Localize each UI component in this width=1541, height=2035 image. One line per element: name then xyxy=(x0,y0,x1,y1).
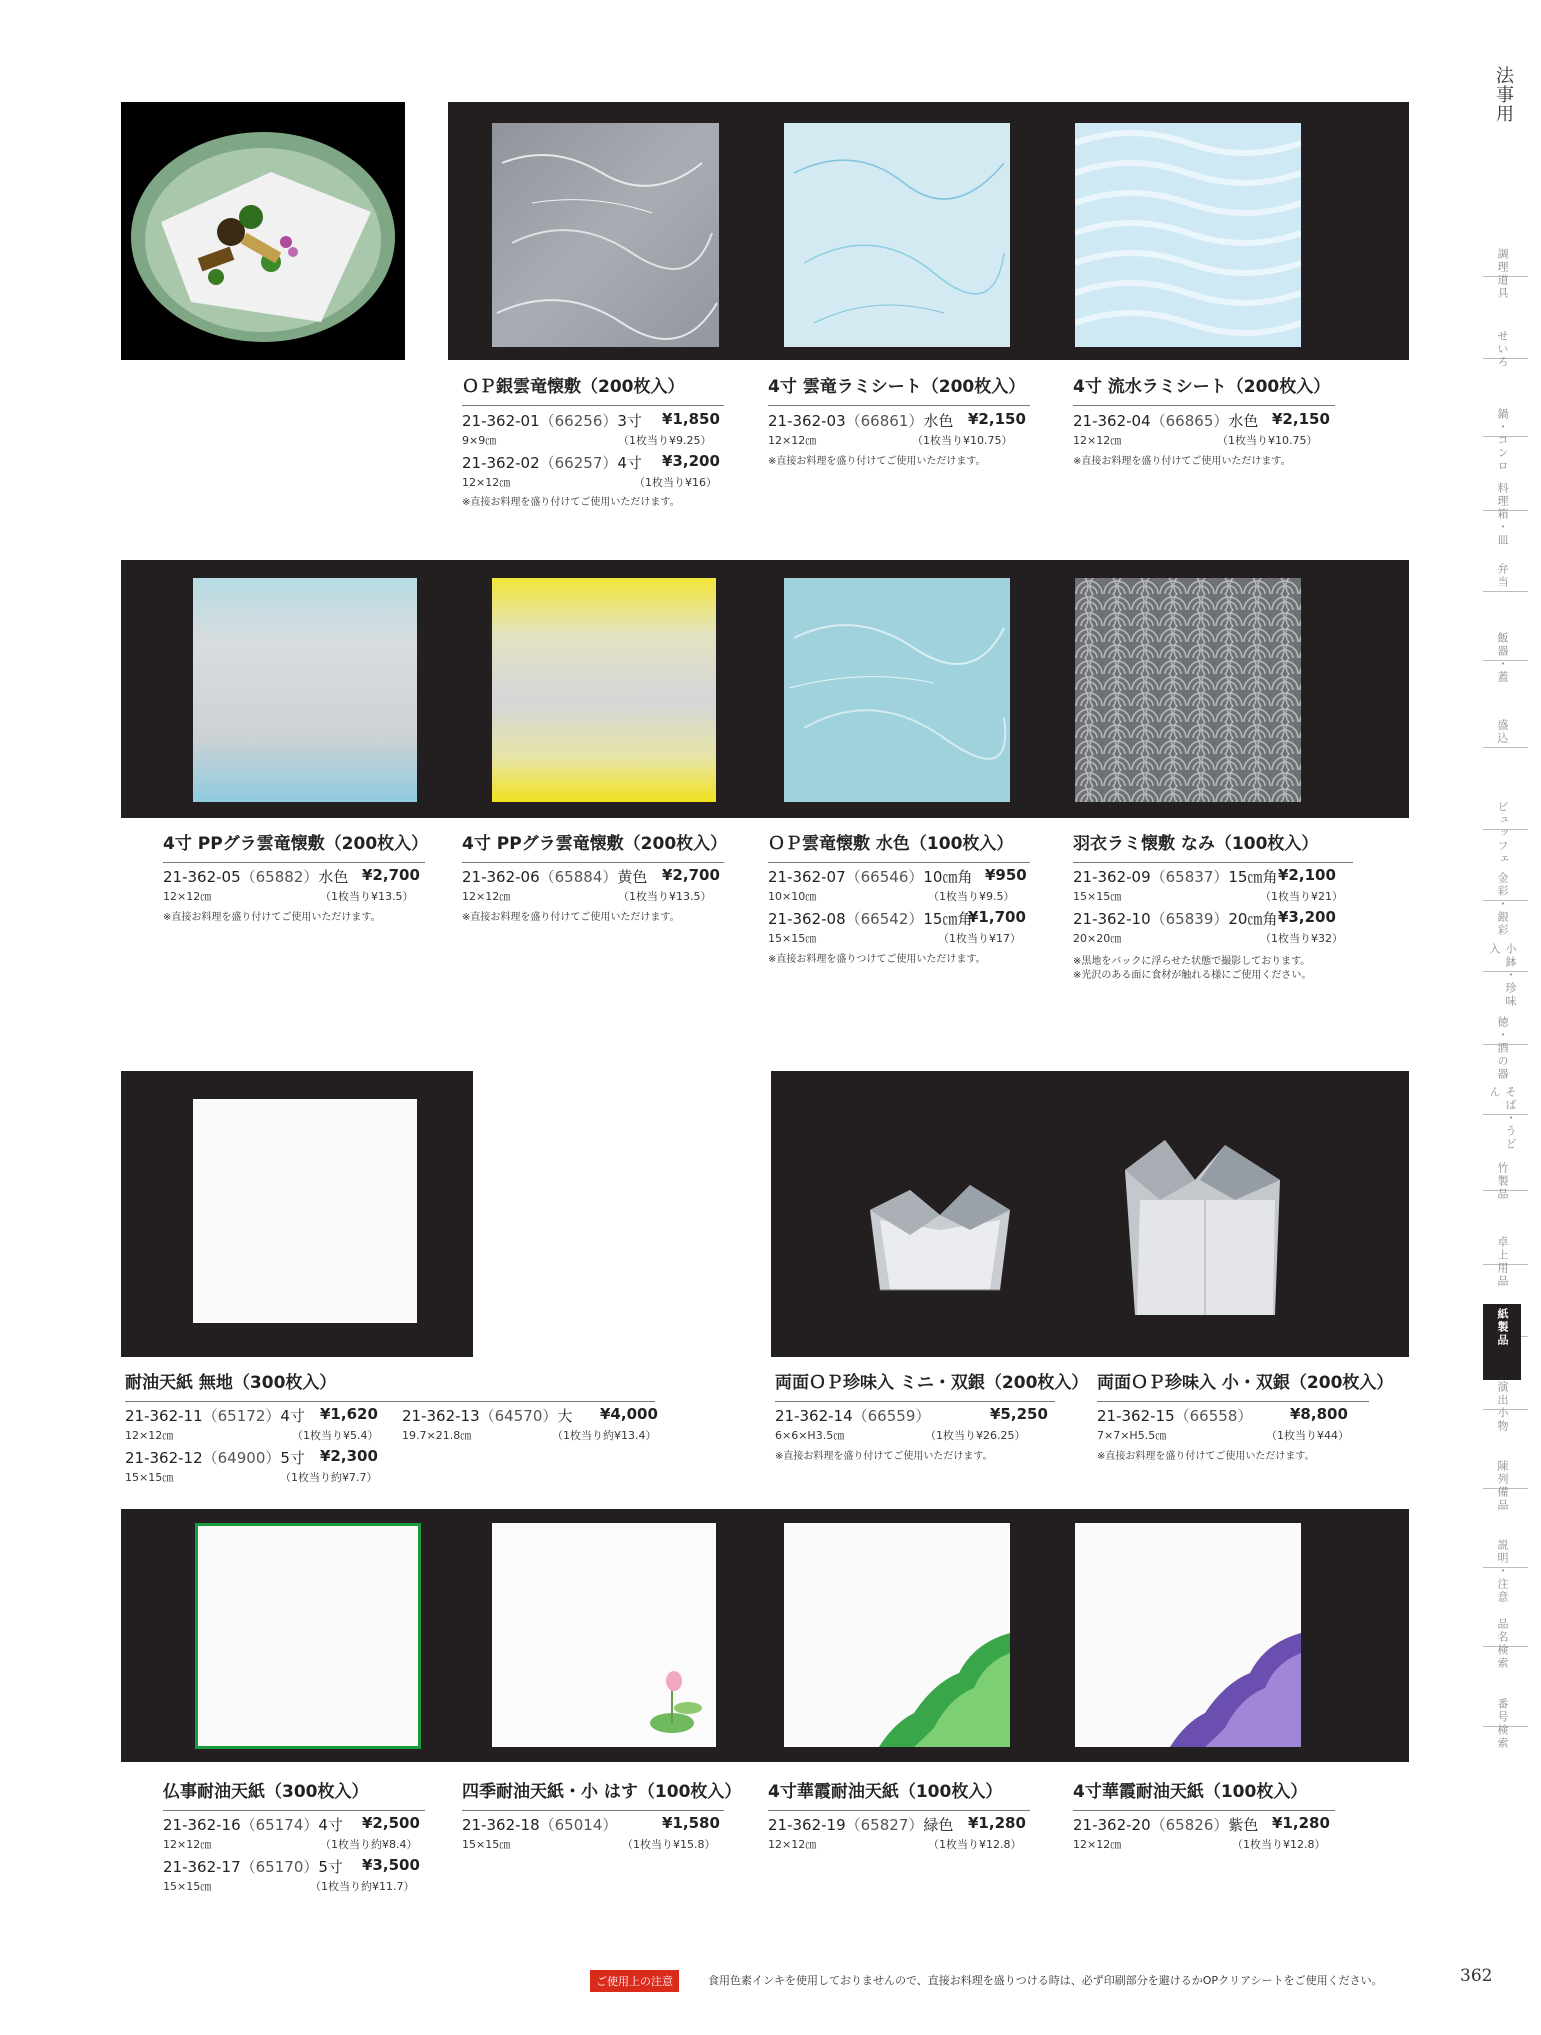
variant: 10㎝角 xyxy=(923,868,973,886)
swatch-op-unryu-blue xyxy=(784,578,1010,802)
item-code: 21-362-11 xyxy=(125,1407,203,1425)
price: ¥1,620 xyxy=(320,1405,378,1423)
variant: 黄色 xyxy=(617,868,648,886)
variant: 20㎝角 xyxy=(1228,910,1278,928)
index-tab[interactable]: 卓上用品 xyxy=(1496,1236,1509,1288)
index-tab[interactable]: 品名検索 xyxy=(1496,1618,1509,1670)
product-line xyxy=(768,866,972,887)
index-tab[interactable]: 演出小物 xyxy=(1496,1381,1509,1433)
item-code: 21-362-06 xyxy=(462,868,540,886)
catalog-number: （66256） xyxy=(539,412,618,430)
index-tab[interactable]: 紙製品 xyxy=(1483,1304,1521,1380)
swatch-kaka-green xyxy=(784,1523,1010,1747)
product-title: 仏事耐油天紙（300枚入） xyxy=(163,1777,425,1811)
index-tab[interactable]: そば・うどん xyxy=(1488,1086,1517,1151)
chinmi-cup-small xyxy=(1115,1140,1295,1325)
unit-price: （1枚当り¥13.5） xyxy=(618,890,712,903)
catalog-number: （65170） xyxy=(240,1858,319,1876)
unit-price: （1枚当り¥12.8） xyxy=(928,1838,1022,1851)
product-line xyxy=(462,452,642,473)
size: 15×15㎝ xyxy=(1073,890,1122,903)
price: ¥5,250 xyxy=(990,1405,1048,1423)
item-code: 21-362-09 xyxy=(1073,868,1151,886)
catalog-number: （65826） xyxy=(1150,1816,1229,1834)
unit-price: （1枚当り¥16） xyxy=(634,476,717,489)
catalog-number: （65882） xyxy=(240,868,319,886)
item-code: 21-362-18 xyxy=(462,1816,540,1834)
catalog-number: （65837） xyxy=(1150,868,1229,886)
variant: 15㎝角 xyxy=(1228,868,1278,886)
size: 15×15㎝ xyxy=(125,1471,174,1484)
catalog-number: （66861） xyxy=(845,412,924,430)
price: ¥1,700 xyxy=(968,908,1026,926)
price: ¥950 xyxy=(985,866,1027,884)
size: 19.7×21.8㎝ xyxy=(402,1429,472,1442)
product-line xyxy=(1073,1814,1258,1835)
note: ※直接お料理を盛りつけてご使用いただけます。 xyxy=(768,954,986,965)
size: 12×12㎝ xyxy=(1073,1838,1122,1851)
product-title: ＯＰ銀雲竜懐敷（200枚入） xyxy=(462,372,724,406)
note: ※直接お料理を盛り付けてご使用いただけます。 xyxy=(163,912,381,923)
unit-price: （1枚当り¥21） xyxy=(1260,890,1343,903)
item-code: 21-362-13 xyxy=(402,1407,480,1425)
unit-price: （1枚当り¥10.75） xyxy=(912,434,1013,447)
size: 12×12㎝ xyxy=(163,1838,212,1851)
item-code: 21-362-07 xyxy=(768,868,846,886)
index-tab[interactable]: 鍋・コンロ xyxy=(1496,408,1509,473)
product-title: 4寸華霞耐油天紙（100枚入） xyxy=(1073,1777,1335,1811)
price: ¥1,280 xyxy=(968,1814,1026,1832)
item-code: 21-362-15 xyxy=(1097,1407,1175,1425)
product-line xyxy=(768,908,972,929)
item-code: 21-362-17 xyxy=(163,1858,241,1876)
product-line xyxy=(1073,410,1258,431)
index-tab[interactable]: 番号検索 xyxy=(1496,1698,1509,1750)
size: 15×15㎝ xyxy=(768,932,817,945)
swatch-shiki-hasu xyxy=(492,1523,716,1747)
unit-price: （1枚当り¥13.5） xyxy=(320,890,414,903)
variant: 水色 xyxy=(923,412,954,430)
product-line xyxy=(163,1814,343,1835)
variant: 紫色 xyxy=(1228,1816,1259,1834)
unit-price: （1枚当り約¥8.4） xyxy=(320,1838,418,1851)
variant: 大 xyxy=(557,1407,573,1425)
item-code: 21-362-14 xyxy=(775,1407,853,1425)
product-line xyxy=(462,866,647,887)
unit-price: （1枚当り約¥13.4） xyxy=(552,1429,657,1442)
unit-price: （1枚当り約¥7.7） xyxy=(280,1471,378,1484)
product-line xyxy=(163,866,348,887)
swatch-unryu-lami xyxy=(784,123,1010,347)
item-code: 21-362-05 xyxy=(163,868,241,886)
swatch-ppgura-blue xyxy=(193,578,417,802)
size: 7×7×H5.5㎝ xyxy=(1097,1429,1167,1442)
unit-price: （1枚当り¥9.25） xyxy=(618,434,712,447)
swatch-plain-oil-paper xyxy=(193,1099,417,1323)
product-line xyxy=(125,1447,305,1468)
chinmi-cup-mini xyxy=(850,1180,1030,1320)
item-code: 21-362-08 xyxy=(768,910,846,928)
note: ※直接お料理を盛り付けてご使用いただけます。 xyxy=(1073,456,1291,467)
size: 15×15㎝ xyxy=(163,1880,212,1893)
product-line xyxy=(462,1814,617,1835)
price: ¥3,200 xyxy=(662,452,720,470)
catalog-number: （66559） xyxy=(852,1407,931,1425)
price: ¥2,300 xyxy=(320,1447,378,1465)
size: 15×15㎝ xyxy=(462,1838,511,1851)
item-code: 21-362-20 xyxy=(1073,1816,1151,1834)
index-tab[interactable]: 竹製品 xyxy=(1496,1162,1509,1201)
size: 10×10㎝ xyxy=(768,890,817,903)
variant: 5寸 xyxy=(280,1449,305,1467)
product-title: 4寸 雲竜ラミシート（200枚入） xyxy=(768,372,1030,406)
unit-price: （1枚当り約¥11.7） xyxy=(310,1880,415,1893)
price: ¥2,700 xyxy=(662,866,720,884)
note: ※光沢のある面に食材が触れる様にご使用ください。 xyxy=(1073,970,1312,981)
index-tab[interactable]: 説明・注意 xyxy=(1496,1539,1509,1604)
swatch-silver-unryu xyxy=(492,123,719,347)
page-number: 362 xyxy=(1460,1966,1493,1986)
unit-price: （1枚当り¥12.8） xyxy=(1232,1838,1326,1851)
product-line xyxy=(1097,1405,1252,1426)
price: ¥3,500 xyxy=(362,1856,420,1874)
price: ¥8,800 xyxy=(1290,1405,1348,1423)
item-code: 21-362-16 xyxy=(163,1816,241,1834)
product-line xyxy=(1073,866,1277,887)
variant: 3寸 xyxy=(617,412,642,430)
item-code: 21-362-19 xyxy=(768,1816,846,1834)
swatch-ryusui-lami xyxy=(1075,123,1301,347)
price: ¥3,200 xyxy=(1278,908,1336,926)
unit-price: （1枚当り¥10.75） xyxy=(1217,434,1318,447)
unit-price: （1枚当り¥9.5） xyxy=(928,890,1015,903)
product-line xyxy=(163,1856,343,1877)
product-title: 羽衣ラミ懐敷 なみ（100枚入） xyxy=(1073,829,1353,863)
product-line xyxy=(768,1814,953,1835)
unit-price: （1枚当り¥17） xyxy=(938,932,1021,945)
note: ※直接お料理を盛り付けてご使用いただけます。 xyxy=(775,1451,993,1462)
product-title: 両面ＯＰ珍味入 小・双銀（200枚入） xyxy=(1097,1368,1369,1402)
note: ※直接お料理を盛り付けてご使用いただけます。 xyxy=(462,912,680,923)
item-code: 21-362-10 xyxy=(1073,910,1151,928)
product-line xyxy=(125,1405,305,1426)
size: 12×12㎝ xyxy=(125,1429,174,1442)
unit-price: （1枚当り¥15.8） xyxy=(622,1838,716,1851)
product-line xyxy=(462,410,642,431)
usage-notice-text: 食用色素インキを使用しておりませんので、直接お料理を盛りつける時は、必ず印刷部分を避けるかOPクリアシートをご使用ください。 xyxy=(708,1974,1383,1987)
catalog-number: （66558） xyxy=(1174,1407,1253,1425)
product-title: 耐油天紙 無地（300枚入） xyxy=(125,1368,655,1402)
product-title: 4寸 PPグラ雲竜懐敷（200枚入） xyxy=(462,829,724,863)
note: ※黒地をバックに浮らせた状態で撮影しております。 xyxy=(1073,956,1311,967)
unit-price: （1枚当り¥44） xyxy=(1266,1429,1349,1442)
catalog-number: （64570） xyxy=(479,1407,558,1425)
catalog-number: （65827） xyxy=(845,1816,924,1834)
item-code: 21-362-02 xyxy=(462,454,540,472)
size: 12×12㎝ xyxy=(768,434,817,447)
price: ¥1,850 xyxy=(662,410,720,428)
catalog-number: （65884） xyxy=(539,868,618,886)
catalog-number: （65172） xyxy=(202,1407,281,1425)
variant: 15㎝角 xyxy=(923,910,973,928)
variant: 4寸 xyxy=(617,454,642,472)
index-tab[interactable]: 小鉢・珍味入 xyxy=(1488,943,1517,1008)
unit-price: （1枚当り¥26.25） xyxy=(925,1429,1026,1442)
note: ※直接お料理を盛り付けてご使用いただけます。 xyxy=(1097,1451,1315,1462)
section-title: 法事用 xyxy=(1493,66,1514,123)
size: 20×20㎝ xyxy=(1073,932,1122,945)
item-code: 21-362-12 xyxy=(125,1449,203,1467)
price: ¥1,580 xyxy=(662,1814,720,1832)
index-tab[interactable]: 陳列備品 xyxy=(1496,1460,1509,1512)
catalog-number: （64900） xyxy=(202,1449,281,1467)
index-tab[interactable]: 徳・酒の器 xyxy=(1496,1016,1509,1081)
size: 6×6×H3.5㎝ xyxy=(775,1429,845,1442)
size: 12×12㎝ xyxy=(768,1838,817,1851)
product-line xyxy=(775,1405,930,1426)
product-title: 両面ＯＰ珍味入 ミニ・双銀（200枚入） xyxy=(775,1368,1055,1402)
index-tab[interactable]: 弁当 xyxy=(1496,563,1509,589)
size: 9×9㎝ xyxy=(462,434,497,447)
note: ※直接お料理を盛り付けてご使用いただけます。 xyxy=(768,456,986,467)
size: 12×12㎝ xyxy=(462,476,511,489)
product-title: 4寸 流水ラミシート（200枚入） xyxy=(1073,372,1335,406)
index-tab[interactable]: 盛込 xyxy=(1496,719,1509,745)
unit-price: （1枚当り¥5.4） xyxy=(292,1429,379,1442)
price: ¥4,000 xyxy=(600,1405,658,1423)
item-code: 21-362-01 xyxy=(462,412,540,430)
price: ¥2,150 xyxy=(1272,410,1330,428)
size: 12×12㎝ xyxy=(163,890,212,903)
price: ¥2,500 xyxy=(362,1814,420,1832)
product-title: ＯＰ雲竜懐敷 水色（100枚入） xyxy=(768,829,1030,863)
size: 12×12㎝ xyxy=(1073,434,1122,447)
product-line xyxy=(768,410,953,431)
food-photo xyxy=(121,102,405,360)
catalog-number: （66257） xyxy=(539,454,618,472)
variant: 4寸 xyxy=(280,1407,305,1425)
swatch-ppgura-yellow xyxy=(492,578,716,802)
swatch-butsuji-paper xyxy=(195,1523,421,1749)
size: 12×12㎝ xyxy=(462,890,511,903)
catalog-number: （65174） xyxy=(240,1816,319,1834)
catalog-number: （65014） xyxy=(539,1816,618,1834)
item-code: 21-362-03 xyxy=(768,412,846,430)
catalog-number: （66546） xyxy=(845,868,924,886)
catalog-number: （66865） xyxy=(1150,412,1229,430)
catalog-number: （66542） xyxy=(845,910,924,928)
variant: 水色 xyxy=(318,868,349,886)
index-tab[interactable]: せいろ xyxy=(1496,330,1509,369)
price: ¥2,150 xyxy=(968,410,1026,428)
swatch-hagoromo-nami xyxy=(1075,578,1301,802)
price: ¥2,100 xyxy=(1278,866,1336,884)
price: ¥1,280 xyxy=(1272,1814,1330,1832)
product-title: 4寸 PPグラ雲竜懐敷（200枚入） xyxy=(163,829,425,863)
variant: 水色 xyxy=(1228,412,1259,430)
variant: 4寸 xyxy=(318,1816,343,1834)
index-tab[interactable]: 調理道具 xyxy=(1496,248,1509,300)
note: ※直接お料理を盛り付けてご使用いただけます。 xyxy=(462,497,680,508)
product-line xyxy=(1073,908,1277,929)
unit-price: （1枚当り¥32） xyxy=(1260,932,1343,945)
index-tab[interactable]: 飯器・蓋 xyxy=(1496,632,1509,684)
swatch-kaka-purple xyxy=(1075,1523,1301,1747)
product-title: 4寸華霞耐油天紙（100枚入） xyxy=(768,1777,1030,1811)
item-code: 21-362-04 xyxy=(1073,412,1151,430)
usage-notice-badge: ご使用上の注意 xyxy=(590,1970,679,1992)
catalog-number: （65839） xyxy=(1150,910,1229,928)
variant: 緑色 xyxy=(923,1816,954,1834)
index-tab[interactable]: 金彩・銀彩 xyxy=(1496,872,1509,937)
price: ¥2,700 xyxy=(362,866,420,884)
variant: 5寸 xyxy=(318,1858,343,1876)
index-tab[interactable]: 料理箱・皿 xyxy=(1496,482,1509,547)
index-tab[interactable]: ビュッフェ xyxy=(1496,801,1509,866)
product-line xyxy=(402,1405,572,1426)
product-title: 四季耐油天紙・小 はす（100枚入） xyxy=(462,1777,724,1811)
